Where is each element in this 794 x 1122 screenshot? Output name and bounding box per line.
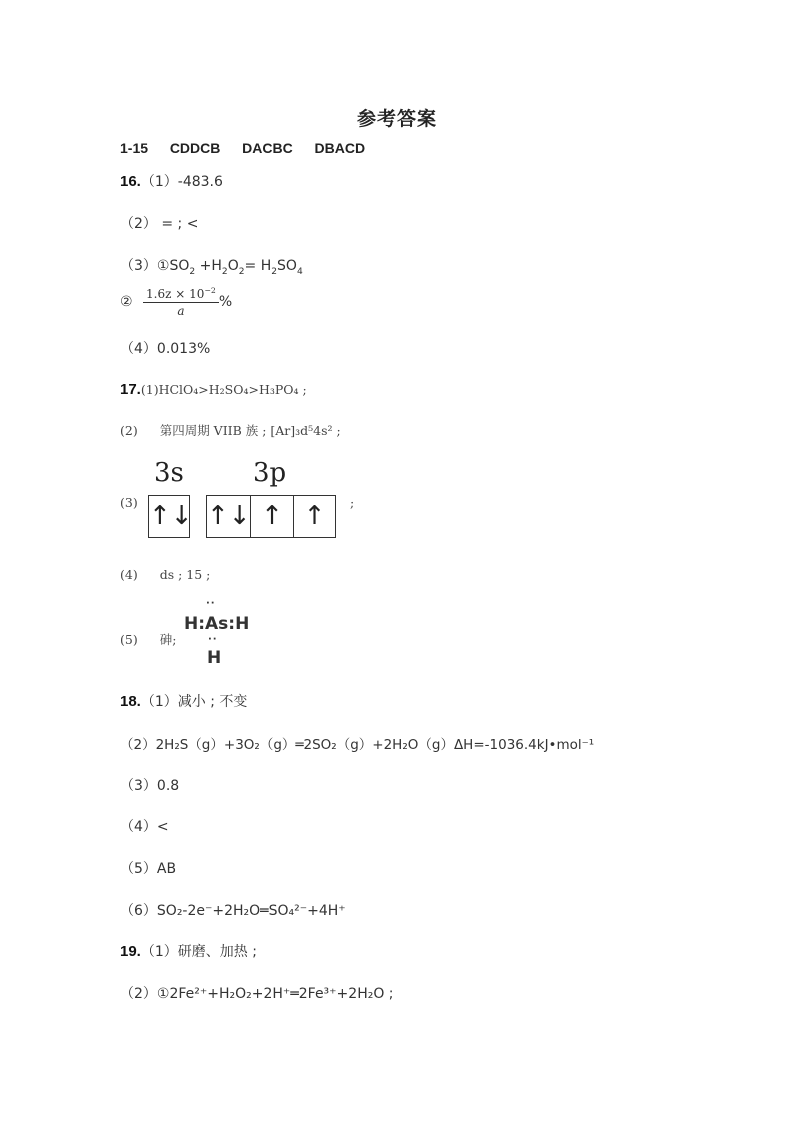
orbital-3p-label: 3p (253, 458, 287, 488)
q17-part4-text: ds ; 15 ; (159, 567, 211, 582)
q17-part3-label: (3) (120, 495, 138, 510)
q18-part1-text: （1）减小 ; 不变 (140, 694, 248, 710)
q17-number: 17. (120, 381, 141, 398)
q19-number: 19. (120, 943, 141, 960)
q16-circle-2: ② (120, 294, 133, 310)
mc-answer-group-3: DBACD (314, 140, 366, 156)
q16-eq-sub: 4 (296, 266, 303, 277)
q18-number: 18. (120, 693, 141, 710)
orbital-3p-box (206, 495, 336, 538)
q16-part1-text: （1）-483.6 (140, 174, 223, 190)
q18-part3: （3）0.8 (120, 778, 180, 794)
q16-percent: % (218, 294, 233, 310)
q16-part1 (120, 171, 223, 191)
q16-part4: （4）0.013% (120, 341, 211, 357)
q17-part3-end: ; (350, 495, 355, 510)
q16-eq-eqh: = H (244, 258, 272, 274)
q16-fraction-numerator: $1.6z \times 10^{-2}$ (143, 286, 219, 303)
q16-eq-so-end: SO (277, 258, 297, 274)
q18-part5: （5）AB (120, 861, 177, 877)
q16-eq-sub: 2 (221, 266, 228, 277)
q16-eq-h: +H (195, 258, 222, 274)
orbital-3p-arrows-2: ↑ (261, 501, 283, 531)
q17-part4-label: (4) (120, 567, 138, 582)
q16-part3a (120, 255, 303, 277)
orbital-3p-cell-1 (207, 496, 250, 537)
q16-number: 16. (120, 173, 141, 190)
q18-part4: （4）< (120, 819, 169, 835)
q17-part4 (120, 567, 210, 582)
orbital-3p-cell-2 (250, 496, 293, 537)
q18-part2: （2）2H₂S（g）+3O₂（g）═2SO₂（g）+2H₂O（g）ΔH=-1036.4kJ•mol⁻¹ (120, 737, 595, 753)
lewis-structure-bottom-h: H (207, 648, 222, 668)
orbital-3p-arrows-1: ↑↓ (207, 501, 251, 531)
q17-part2 (120, 421, 341, 439)
lewis-dots-top: ·· (206, 598, 216, 609)
page-title: 参考答案 (356, 108, 437, 130)
q17-part1 (120, 379, 307, 398)
q16-eq-so: （3）①SO (120, 258, 190, 274)
mc-range-label: 1-15 (120, 140, 149, 156)
mc-answer-group-2: DACBC (242, 140, 293, 156)
q16-eq-sub: 2 (238, 266, 245, 277)
q17-part5-text: 砷; (159, 632, 177, 647)
orbital-3s-arrows: ↑↓ (149, 501, 193, 531)
q16-eq-sub: 2 (271, 266, 278, 277)
lewis-dots-mid: ·· (208, 634, 218, 645)
q16-eq-o: O (227, 258, 239, 274)
q16-part2: （2） = ; < (120, 216, 199, 232)
q19-part1 (120, 941, 257, 961)
q17-part5 (120, 630, 176, 648)
q16-fraction (143, 286, 219, 318)
orbital-3s-label: 3s (154, 458, 184, 488)
q16-part3b (120, 286, 232, 318)
q17-part1-text: (1)HClO₄>H₂SO₄>H₃PO₄ ; (140, 382, 307, 397)
mc-answers-line (120, 140, 365, 156)
lewis-structure-row: H:As:H (184, 614, 250, 634)
q17-part5-label: (5) (120, 632, 138, 647)
q16-fraction-denominator: a (177, 304, 185, 318)
q19-part2: （2）①2Fe²⁺+H₂O₂+2H⁺═2Fe³⁺+2H₂O ; (120, 986, 394, 1002)
q17-part2-text: 第四周期 VIIB 族 ; [Ar]₃d⁵4s² ; (159, 423, 341, 438)
q19-part1-text: （1）研磨、加热 ; (140, 944, 257, 960)
q18-part6: （6）SO₂-2e⁻+2H₂O═SO₄²⁻+4H⁺ (120, 903, 346, 919)
orbital-3s-box (148, 495, 193, 538)
mc-answer-group-1: CDDCB (169, 140, 221, 156)
q16-eq-sub: 2 (189, 266, 196, 277)
orbital-3p-cell-3 (293, 496, 335, 537)
orbital-3p-arrows-3: ↑ (303, 501, 326, 531)
q17-part2-label: (2) (120, 423, 138, 438)
q18-part1 (120, 691, 247, 711)
